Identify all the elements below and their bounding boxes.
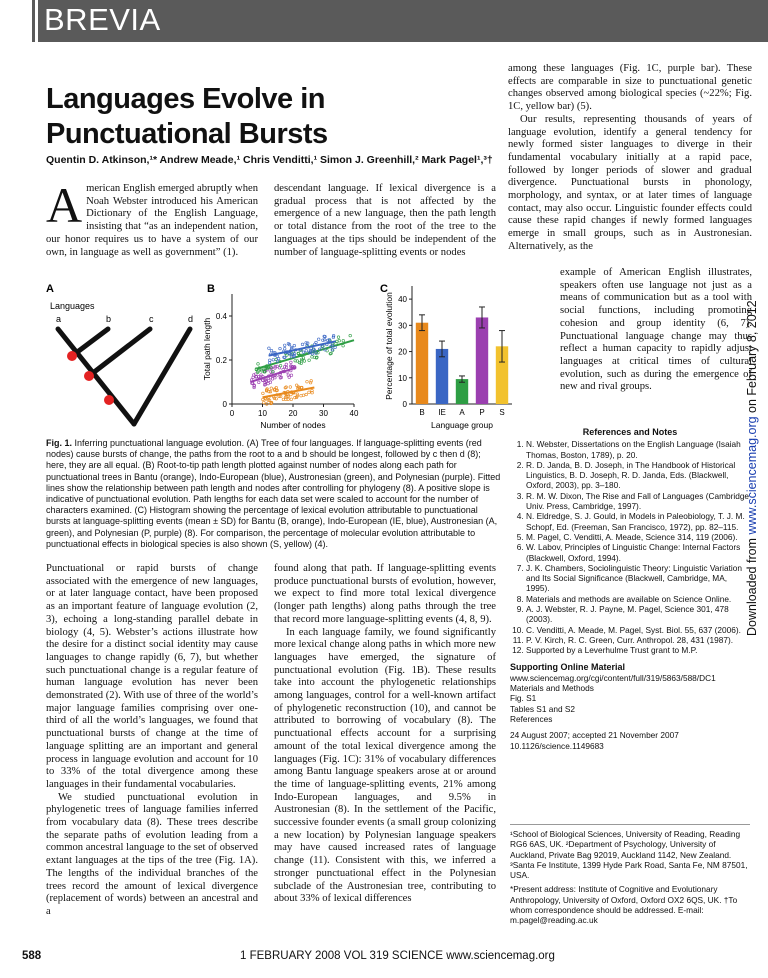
paragraph: among these languages (Fig. 1C, purple bar). These effects are comparable in size to punctuational genetic changes observed among biological species (~22%; Fig. 1C, yellow bar) (5). <box>508 63 752 113</box>
scatter-point <box>285 363 288 366</box>
scatter-point <box>305 393 308 396</box>
split-node-3 <box>104 395 114 405</box>
scatter-point <box>295 384 298 387</box>
scatter-point <box>290 374 293 377</box>
scatter-point <box>263 401 266 404</box>
scatter-point <box>296 393 299 396</box>
intro-left-text: merican English emerged abruptly when Noah Webster introduced his American Dictionary of the English Language, insisting that “as an independent nation, our honor requires us to have a system of our own, in language as well as government” (1). <box>46 183 258 258</box>
doi: 10.1126/science.1149683 <box>510 740 604 751</box>
scatter-point <box>302 357 305 360</box>
intro-left <box>46 177 258 259</box>
right-column-top <box>508 63 752 254</box>
som-line: Tables S1 and S2 <box>510 703 576 714</box>
scatter-point <box>311 356 314 359</box>
scatter-point <box>268 361 271 364</box>
bar-b <box>416 323 428 404</box>
bar-chart <box>384 286 512 430</box>
y-tick-label: 0 <box>402 400 407 409</box>
body-column-2 <box>274 563 496 906</box>
scatter-point <box>342 345 345 348</box>
scatter-point <box>277 357 280 360</box>
panel-label-a: A <box>46 283 54 295</box>
reference-item: 4. N. Eldredge, S. J. Gould, in Models in Paleobiology, T. J. M. Schopf, Ed. (Freeman, San Francisco, 1972), pp. 82–115. <box>526 511 750 532</box>
reference-item: 6. W. Labov, Principles of Linguistic Change: Internal Factors (Blackwell, Oxford, 1994). <box>526 542 750 563</box>
reference-item: 2. R. D. Janda, B. D. Joseph, in The Handbook of Historical Linguistics, B. D. Joseph, R. D. Janda, Eds. (Blackwell, Oxford, 2003), pp. 3–180. <box>526 460 750 491</box>
category-label: S <box>499 408 505 417</box>
y-axis-label: Total path length <box>202 317 212 381</box>
y-tick-label: 10 <box>398 373 407 383</box>
x-tick-label: 30 <box>319 409 328 418</box>
som-line: Materials and Methods <box>510 683 594 694</box>
header-rule <box>32 0 35 42</box>
split-node-2 <box>84 371 94 381</box>
right-column-narrow <box>560 267 752 394</box>
scatter-point <box>301 358 304 361</box>
scatter-point <box>268 379 271 382</box>
scatter-point <box>293 344 296 347</box>
page-number: 588 <box>22 950 42 962</box>
scatter-point <box>317 338 320 341</box>
scatter-point <box>300 394 303 397</box>
intro-right-text: descendant language. If lexical divergence is a gradual process that is not affected by the emergence of a new language, then the path length or total distance from the root of the tree to the languages at the tips should be independent of the number of language-splitting events or nodes <box>274 183 496 258</box>
y-tick-label: 40 <box>398 295 407 305</box>
reference-item: 11. P. V. Kirch, R. C. Green, Curr. Anthropol. 28, 431 (1987). <box>526 635 750 645</box>
reference-item: 3. R. M. W. Dixon, The Rise and Fall of Languages (Cambridge Univ. Press, Cambridge, 1997). <box>526 491 750 512</box>
scatter-point <box>308 359 311 362</box>
scatter-point <box>294 396 297 399</box>
tip-label-c: c <box>149 314 154 324</box>
y-tick-label: 30 <box>398 321 407 331</box>
scatter-point <box>349 334 352 337</box>
scatter-point <box>257 363 260 366</box>
x-axis-label: Number of nodes <box>260 420 326 430</box>
scatter-point <box>270 387 273 390</box>
panel-label-b: B <box>207 283 215 295</box>
tree-title: Languages <box>50 301 95 311</box>
supporting-material <box>510 662 750 725</box>
som-link[interactable]: www.sciencemag.org/cgi/content/full/319/5863/588/DC1 <box>510 672 716 683</box>
scatter-point <box>272 359 275 362</box>
sciencemag-link[interactable]: www.sciencemag.org <box>745 416 759 535</box>
reference-list <box>510 439 750 655</box>
scatter-point <box>262 398 265 401</box>
received-date: 24 August 2007; accepted 21 November 2007 <box>510 730 679 741</box>
bar-a <box>456 379 468 404</box>
tip-label-d: d <box>188 314 194 324</box>
dates <box>510 730 750 751</box>
som-line: Fig. S1 <box>510 693 537 704</box>
tip-label-b: b <box>106 314 112 324</box>
reference-item: 10. C. Venditti, A. Meade, M. Pagel, Syst. Biol. 55, 637 (2006). <box>526 625 750 635</box>
issue-info: 1 FEBRUARY 2008 VOL 319 SCIENCE www.sciencemag.org <box>240 950 555 962</box>
x-axis-label: Language group <box>431 420 493 430</box>
scatter-point <box>283 347 286 350</box>
x-tick-label: 40 <box>349 409 359 418</box>
scatter-point <box>323 339 326 342</box>
scatter-point <box>302 351 305 354</box>
scatter-point <box>269 359 272 362</box>
scatter-point <box>279 364 282 367</box>
reference-item: 1. N. Webster, Dissertations on the English Language (Isaiah Thomas, Boston, 1789), p. 20. <box>526 439 750 460</box>
y-axis-label: Percentage of total evolution <box>384 292 394 400</box>
scatter-point <box>289 386 292 389</box>
paragraph: In each language family, we found significantly more lexical change along paths in which more new languages have emerged, the signature of punctuational evolution (Fig. 1B). These results take into account the phylogenetic relationships among languages, control for a well-known artifact of phylogenetic reconstruction (10), and cannot be attributed to borrowing of vocabulary (8). The punctuational effects account for a surprising amount of the total lexical divergence among the languages (Fig. 1C): 31% of vocabulary differences among Bantu language speakers arose at or around the time of language-splitting events, 21% among Indo-European languages, and 9.5% in Austronesian (8). In the settlement of the Pacific, successive founder events (a small group colonizing a new location) by Polynesian language speakers may have caused increased rates of language change (11). Consistent with this, we inferred a stronger punctuational effect in the Polynesian subclade of the Austronesian tree, contributing to about 33% of lexical differences <box>274 626 496 905</box>
bar-p <box>476 317 488 404</box>
scatter-point <box>258 381 261 384</box>
reference-item: 9. A. J. Webster, R. J. Payne, M. Pagel, Science 301, 478 (2003). <box>526 604 750 625</box>
correspondence-note: *Present address: Institute of Cognitive and Evolutionary Anthropology, University of Oxford, Oxford OX2 6QS, UK. †To whom correspondence should be addressed. E-mail: m.pagel@reading.ac.uk <box>510 884 738 926</box>
scatter-point <box>283 344 286 347</box>
scatter-point <box>301 343 304 346</box>
paragraph: example of American English illustrates, speakers often use language not just as a means of communication but as a tool with social functions, including promoting cohesion and group identity (6, 7). Punctuational language change may thus reflect a human capacity to rapidly adjust languages at critical times of cultural evolution, such as during the emergence of new and rival groups. <box>560 267 752 393</box>
scatter-point <box>303 360 306 363</box>
scatter-point <box>262 392 265 395</box>
scatter-point <box>330 352 333 355</box>
scatter-point <box>302 394 305 397</box>
references-heading: References and Notes <box>582 427 678 437</box>
figure-1 <box>44 282 514 434</box>
scatter-point <box>279 347 282 350</box>
scatter-point <box>337 336 340 339</box>
category-label: B <box>419 408 425 417</box>
scatter-point <box>267 382 270 385</box>
language-tree <box>58 329 190 424</box>
panel-label-c: C <box>380 283 388 295</box>
references <box>510 427 750 751</box>
reference-item: 7. J. K. Chambers, Sociolinguistic Theory: Linguistic Variation and Its Social Significance (Blackwell, Cambridge, MA, 1995). <box>526 563 750 594</box>
affiliation-list: ¹School of Biological Sciences, University of Reading, Reading RG6 6AS, UK. ²Department of Psychology, University of Auckland, Private Bag 92019, Auckland 1142, New Zealand. ³Santa Fe Institute, 1399 Hyde Park Road, Santa Fe, NM 87501, USA. <box>510 829 748 881</box>
y-tick-label: 0.4 <box>215 312 227 321</box>
drop-cap: A <box>46 177 83 233</box>
section-header <box>38 0 768 42</box>
scatter-point <box>305 342 308 345</box>
scatter-point <box>290 361 293 364</box>
scatter-point <box>270 349 273 352</box>
body-column-1 <box>46 563 258 919</box>
som-heading: Supporting Online Material <box>510 661 626 672</box>
intro-right <box>274 183 496 259</box>
scatter-point <box>290 398 293 401</box>
scatter-point <box>290 393 293 396</box>
y-tick-label: 0.2 <box>215 356 227 365</box>
category-label: A <box>459 408 465 417</box>
tip-label-a: a <box>56 314 62 324</box>
scatter-point <box>342 339 345 342</box>
scatter-plot <box>202 294 359 430</box>
figure-caption: Fig. 1. Inferring punctuational language evolution. (A) Tree of four languages. If language-splitting events (red nodes) cause bursts of change, the paths from the root to a and b should be longest, followed by c then d (8); here, they are all equal. (B) Root-to-tip path length plotted against number of nodes along each path for punctuational trees in Bantu (orange), Indo-European (blue), Austronesian (green), and Polynesian (purple). Fitted lines show the relationship between path length and nodes after controlling for phylogeny (8). A positive slope is indicative of punctuational evolution. Path lengths for each data set were scaled to account for the number of characters examined. (C) Histogram showing the percentage of lexical evolution attributable to punctuational bursts at language-splitting events (mean ± SD) for Bantu (B, orange), Indo-European (IE, blue), Austronesian (A, green), and Polynesian (P, purple) (8). For comparison, the percentage of molecular evolution attributable to punctuational effects in biological species is also shown (S, yellow) (4). <box>46 438 501 549</box>
paragraph: found along that path. If language-splitting events produce punctuational bursts of evolution, however, we expect to find more total lexical divergence (longer path lengths) along paths through the tree that record more language-splitting events (4, 8, 9). <box>274 563 496 625</box>
reference-item: 8. Materials and methods are available on Science Online. <box>526 594 750 604</box>
paragraph: Punctuational or rapid bursts of change associated with the emergence of new languages, or at later language contact, have been proposed as an important feature of language evolution (2, 3), echoing a long-standing parallel debate in biology (4, 5). Webster’s actions illustrate how the desire for a distinct social identity may cause languages to change rapidly (6, 7), but whether such punctuational change is a regular feature of human language evolution has never been demonstrated (2). With use of three of the world’s major language families comprising over one-third of all the world’s languages, we found that punctuational bursts of change at the time of language splitting are an important and general process in language evolution and account for 10 to 33% of the total divergence among these languages in their fundamental vocabularies. <box>46 563 258 790</box>
scatter-point <box>268 347 271 350</box>
section-label: BREVIA <box>44 2 161 37</box>
x-tick-label: 0 <box>229 409 235 418</box>
scatter-point <box>321 345 324 348</box>
y-tick-label: 0 <box>222 400 227 409</box>
reference-item: 12. Supported by a Leverhulme Trust grant to M.P. <box>526 645 750 655</box>
category-label: P <box>479 408 485 417</box>
scatter-point <box>252 376 255 379</box>
som-line: References <box>510 714 553 725</box>
scatter-point <box>308 391 311 394</box>
split-node-1 <box>67 351 77 361</box>
y-tick-label: 20 <box>398 347 407 357</box>
paragraph: We studied punctuational evolution in phylogenetic trees of language families inferred from vocabulary data (8). These trees describe the separate paths of evolution leading from a common ancestral language to the set of observed extant languages at the tips of the tree (Fig. 1A). The lengths of the individual branches of the trees record the amount of lexical divergence (replacement of words) between an ancestral and a <box>46 791 258 917</box>
scatter-point <box>306 380 309 383</box>
reference-item: 5. M. Pagel, C. Venditti, A. Meade, Science 314, 119 (2006). <box>526 532 750 542</box>
x-tick-label: 20 <box>288 409 298 418</box>
paragraph: Our results, representing thousands of years of language evolution, identify a general tendency for newly formed sister languages to diverge in their fundamental vocabulary initially at a rapid pace, followed by longer periods of slower and gradual divergence. Punctuational bursts in phonology, morphology, and syntax, or at later times of language contact, may also occur. Linguistic founder effects could cause these rapid changes if newly formed languages emerge in small groups, such as in Austronesian. Alternatively, as the <box>508 113 752 252</box>
download-notice: Downloaded from www.sciencemag.org on February 8, 2012 <box>745 300 759 636</box>
x-tick-label: 10 <box>258 409 267 418</box>
scatter-point <box>305 349 308 352</box>
article-title: Languages Evolve in Punctuational Bursts <box>46 83 328 150</box>
affiliations <box>510 824 750 930</box>
category-label: IE <box>438 408 446 417</box>
author-list: Quentin D. Atkinson,¹* Andrew Meade,¹ Chris Venditti,¹ Simon J. Greenhill,² Mark Pagel¹,³† <box>46 154 493 166</box>
